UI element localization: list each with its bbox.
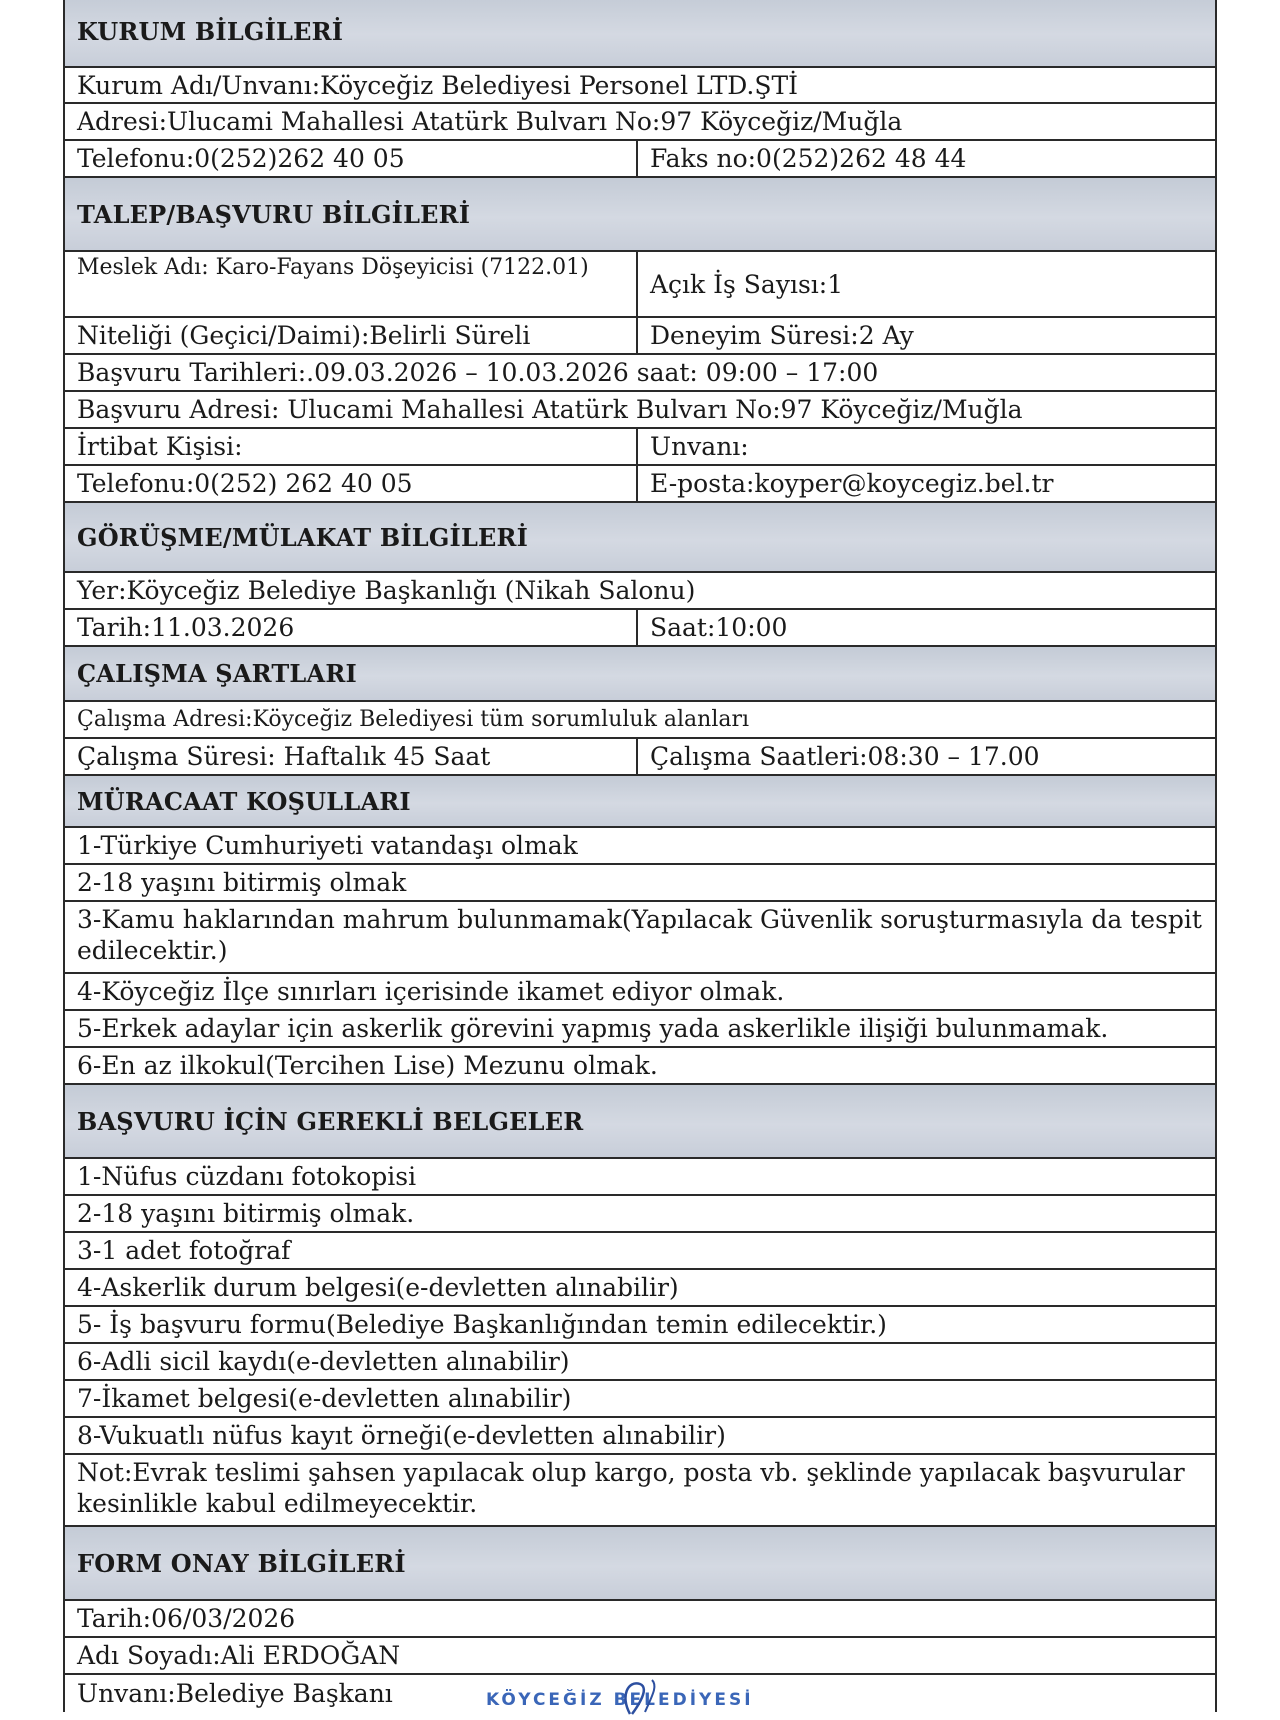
irtibat-kisisi: İrtibat Kişisi: bbox=[65, 429, 638, 464]
belge-item: 2-18 yaşını bitirmiş olmak. bbox=[77, 1199, 415, 1228]
niteligi: Niteliği (Geçici/Daimi):Belirli Süreli bbox=[65, 318, 638, 353]
muracaat-item: 2-18 yaşını bitirmiş olmak bbox=[77, 868, 407, 897]
meslek-adi: Meslek Adı: Karo-Fayans Döşeyicisi (7122.01) bbox=[65, 252, 638, 316]
muracaat-item: 3-Kamu haklarından mahrum bulunmamak(Yapılacak Güvenlik soruşturmasıyla da tespit edilecektir.) bbox=[77, 905, 1202, 965]
muracaat-item: 4-Köyceğiz İlçe sınırları içerisinde ikamet ediyor olmak. bbox=[77, 977, 785, 1006]
belge-item: 3-1 adet fotoğraf bbox=[77, 1236, 291, 1265]
onay-tarih: Tarih:06/03/2026 bbox=[77, 1604, 296, 1633]
basvuru-tarihleri: Başvuru Tarihleri:.09.03.2026 – 10.03.2026 saat: 09:00 – 17:00 bbox=[77, 358, 879, 387]
section-header-gorusme: GÖRÜŞME/MÜLAKAT BİLGİLERİ bbox=[65, 503, 1215, 573]
section-header-talep: TALEP/BAŞVURU BİLGİLERİ bbox=[65, 178, 1215, 252]
irtibat-eposta: E-posta:koyper@koycegiz.bel.tr bbox=[650, 469, 1054, 498]
section-header-calisma: ÇALIŞMA ŞARTLARI bbox=[65, 647, 1215, 702]
gorusme-yer: Yer:Köyceğiz Belediye Başkanlığı (Nikah Salonu) bbox=[77, 576, 696, 605]
belge-item: 7-İkamet belgesi(e-devletten alınabilir) bbox=[77, 1384, 572, 1413]
section-header-muracaat: MÜRACAAT KOŞULLARI bbox=[65, 776, 1215, 828]
deneyim-suresi: Deneyim Süresi:2 Ay bbox=[650, 321, 914, 350]
calisma-saatleri: Çalışma Saatleri:08:30 – 17.00 bbox=[650, 742, 1040, 771]
calisma-adresi: Çalışma Adresi:Köyceğiz Belediyesi tüm sorumluluk alanları bbox=[77, 706, 750, 732]
section-header-kurum: KURUM BİLGİLERİ bbox=[65, 0, 1215, 68]
belge-item: 5- İş başvuru formu(Belediye Başkanlığından temin edilecektir.) bbox=[77, 1310, 887, 1339]
basvuru-adresi: Başvuru Adresi: Ulucami Mahallesi Atatürk Bulvarı No:97 Köyceğiz/Muğla bbox=[77, 395, 1023, 424]
gorusme-tarih: Tarih:11.03.2026 bbox=[65, 610, 638, 645]
irtibat-telefonu: Telefonu:0(252) 262 40 05 bbox=[65, 466, 638, 501]
muracaat-item: 1-Türkiye Cumhuriyeti vatandaşı olmak bbox=[77, 831, 578, 860]
belge-item: 6-Adli sicil kaydı(e-devletten alınabilir) bbox=[77, 1347, 570, 1376]
official-seal-stamp bbox=[480, 1690, 800, 1720]
job-posting-form bbox=[63, 0, 1217, 1712]
calisma-suresi: Çalışma Süresi: Haftalık 45 Saat bbox=[65, 739, 638, 774]
belge-item: 4-Askerlik durum belgesi(e-devletten alınabilir) bbox=[77, 1273, 679, 1302]
kurum-address: Adresi:Ulucami Mahallesi Atatürk Bulvarı No:97 Köyceğiz/Muğla bbox=[77, 107, 903, 136]
belge-item: 8-Vukuatlı nüfus kayıt örneği(e-devletten alınabilir) bbox=[77, 1421, 726, 1450]
seal-text: KÖYCEĞİZ BELEDİYESİ bbox=[486, 1690, 754, 1710]
kurum-fax: Faks no:0(252)262 48 44 bbox=[650, 144, 967, 173]
onay-adi-soyadi: Adı Soyadı:Ali ERDOĞAN bbox=[77, 1641, 401, 1670]
kurum-name: Kurum Adı/Unvanı:Köyceğiz Belediyesi Personel LTD.ŞTİ bbox=[77, 70, 799, 100]
onay-unvani: Unvanı:Belediye Başkanı bbox=[77, 1679, 393, 1708]
irtibat-unvani: Unvanı: bbox=[650, 432, 749, 461]
signature-icon bbox=[480, 1676, 800, 1716]
kurum-phone: Telefonu:0(252)262 40 05 bbox=[65, 141, 638, 176]
gorusme-saat: Saat:10:00 bbox=[650, 613, 788, 642]
section-header-onay: FORM ONAY BİLGİLERİ bbox=[65, 1527, 1215, 1601]
belge-note: Not:Evrak teslimi şahsen yapılacak olup kargo, posta vb. şeklinde yapılacak başvurular kesinlikle kabul edilmeyecektir. bbox=[77, 1458, 1185, 1518]
muracaat-item: 5-Erkek adaylar için askerlik görevini yapmış yada askerlikle ilişiği bulunmamak. bbox=[77, 1014, 1109, 1043]
section-header-belgeler: BAŞVURU İÇİN GEREKLİ BELGELER bbox=[65, 1085, 1215, 1159]
acik-is-sayisi: Açık İş Sayısı:1 bbox=[650, 269, 844, 299]
muracaat-item: 6-En az ilkokul(Tercihen Lise) Mezunu olmak. bbox=[77, 1051, 658, 1080]
belge-item: 1-Nüfus cüzdanı fotokopisi bbox=[77, 1162, 417, 1191]
